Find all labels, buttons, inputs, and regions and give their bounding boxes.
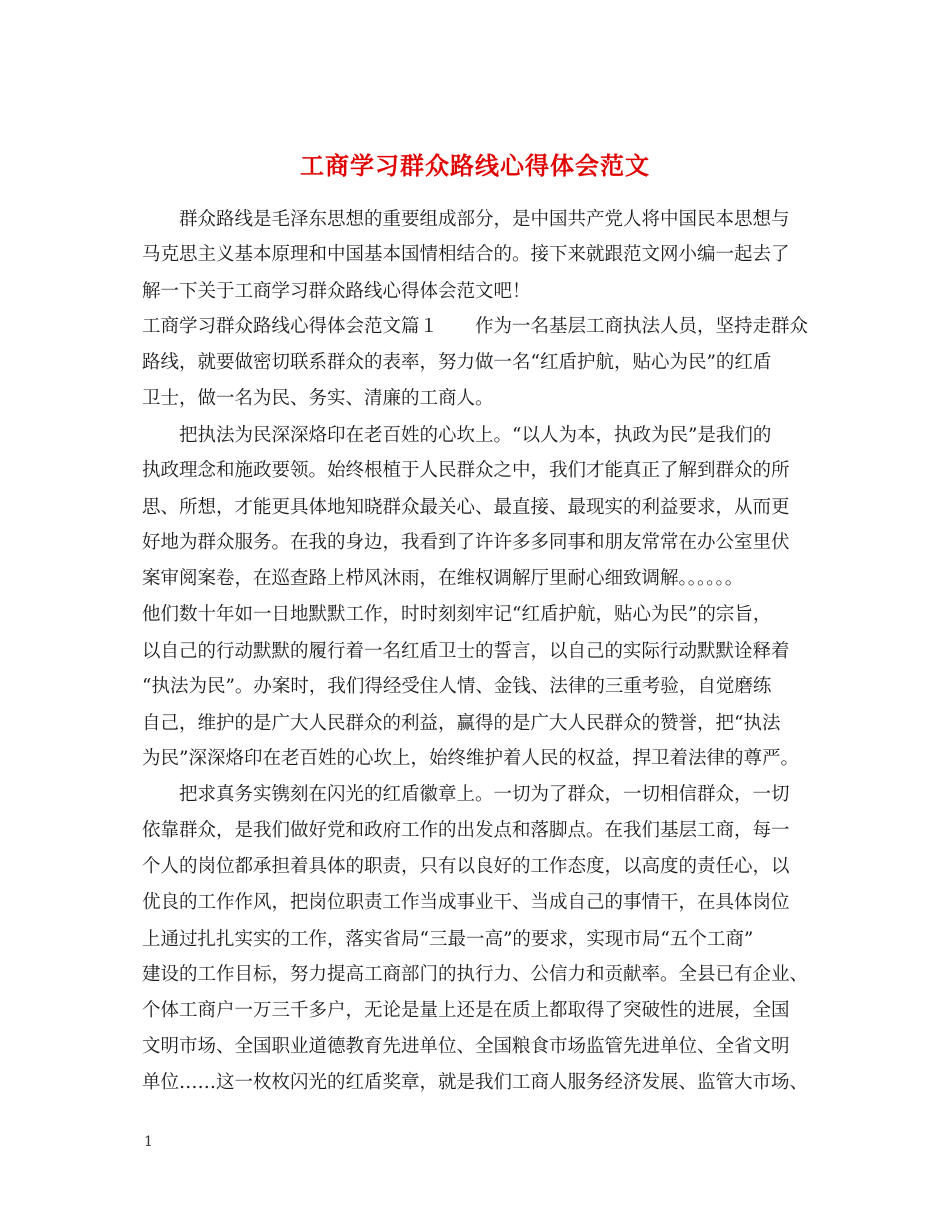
body-text-line: 把求真务实镌刻在闪光的红盾徽章上。一切为了群众，一切相信群众，一切 xyxy=(142,784,790,805)
body-text-line: 他们数十年如一日地默默工作，时时刻刻牢记“红盾护航，贴心为民”的宗旨， xyxy=(142,604,772,625)
body-text-line: 执政理念和施政要领。始终根植于人民群众之中，我们才能真正了解到群众的所 xyxy=(142,460,790,481)
body-text-line: 个体工商户一万三千多户，无论是量上还是在质上都取得了突破性的进展，全国 xyxy=(142,1000,790,1021)
body-text-line: 为民”深深烙印在老百姓的心坎上，始终维护着人民的权益，捍卫着法律的尊严。 xyxy=(142,748,799,769)
body-text-line: 案审阅案卷，在巡查路上栉风沐雨，在维权调解厅里耐心细致调解。。。。。。 xyxy=(142,568,744,589)
body-text-line: 优良的工作作风，把岗位职责工作当成事业干、当成自己的事情干，在具体岗位 xyxy=(142,892,790,913)
page-number: 1 xyxy=(144,1134,153,1150)
body-text-line: 建设的工作目标，努力提高工商部门的执行力、公信力和贡献率。全县已有企业、 xyxy=(142,964,809,985)
body-text-line: 单位……这一枚枚闪光的红盾奖章，就是我们工商人服务经济发展、监管大市场、 xyxy=(142,1072,809,1093)
body-text-line: 文明市场、全国职业道德教育先进单位、全国粮食市场监管先进单位、全省文明 xyxy=(142,1036,790,1057)
body-text-line: 自己，维护的是广大人民群众的利益，赢得的是广大人民群众的赞誉，把“执法 xyxy=(142,713,781,734)
body-text-line: 思、所想，才能更具体地知晓群众最关心、最直接、最现实的利益要求，从而更 xyxy=(142,497,790,518)
document-title: 工商学习群众路线心得体会范文 xyxy=(300,151,650,181)
body-text-line: 马克思主义基本原理和中国基本国情相结合的。接下来就跟范文网小编一起去了 xyxy=(142,244,790,265)
body-text-line: 个人的岗位都承担着具体的职责，只有以良好的工作态度，以高度的责任心，以 xyxy=(142,856,790,877)
body-text-line: 依靠群众，是我们做好党和政府工作的出发点和落脚点。在我们基层工商，每一 xyxy=(142,820,790,841)
body-text-line: 以自己的行动默默的履行着一名红盾卫士的誓言，以自己的实际行动默默诠释着 xyxy=(142,641,790,662)
section-heading-line: 工商学习群众路线心得体会范文篇１ 作为一名基层工商执法人员，坚持走群众 xyxy=(142,316,809,337)
body-text-line: 上通过扎扎实实的工作，落实省局“三最一高”的要求，实现市局“五个工商” xyxy=(142,929,754,950)
body-text-line: 解一下关于工商学习群众路线心得体会范文吧！ xyxy=(142,281,531,302)
body-text-line: 把执法为民深深烙印在老百姓的心坎上。“以人为本，执政为民”是我们的 xyxy=(142,425,772,446)
body-text-line: 好地为群众服务。在我的身边，我看到了许许多多同事和朋友常常在办公室里伏 xyxy=(142,532,790,553)
body-text-line: 群众路线是毛泽东思想的重要组成部分，是中国共产党人将中国民本思想与 xyxy=(142,209,790,230)
body-text-line: “执法为民”。办案时，我们得经受住人情、金钱、法律的三重考验，自觉磨练 xyxy=(142,676,772,697)
body-text-line: 卫士，做一名为民、务实、清廉的工商人。 xyxy=(142,388,494,409)
body-text-line: 路线，就要做密切联系群众的表率，努力做一名“红盾护航，贴心为民”的红盾 xyxy=(142,352,772,373)
